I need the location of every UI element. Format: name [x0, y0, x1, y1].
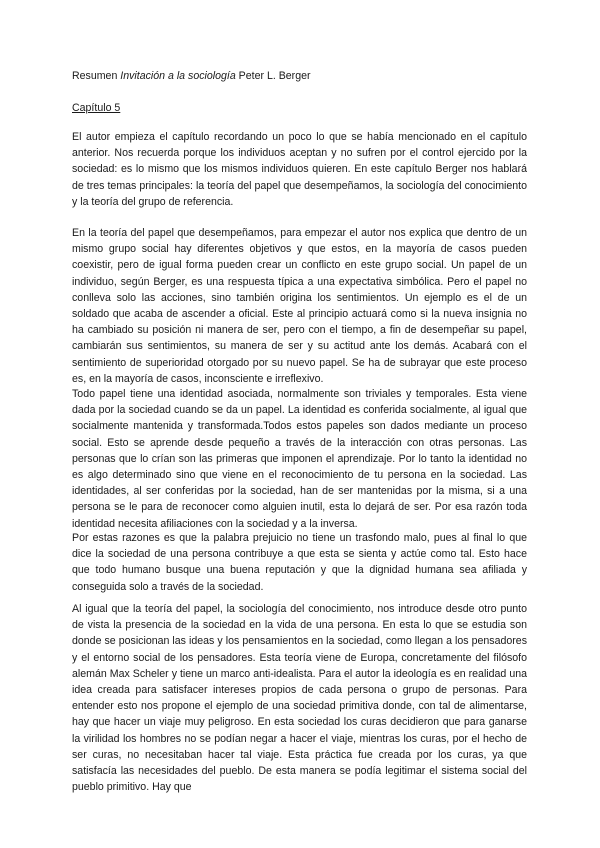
title-author: Peter L. Berger — [235, 70, 311, 82]
title-prefix: Resumen — [72, 70, 121, 82]
chapter-heading: Capítulo 5 — [72, 102, 121, 114]
paragraph-sociology-of-knowledge: Al igual que la teoría del papel, la sociología del conocimiento, nos introduce desde otro punto de vista la presencia de la sociedad en la vida de una persona. En esta lo que se estudia son donde se posicionan las ideas y los pensamientos en la sociedad, como llegan a los pensadores y el entorno social de los pensadores. Esta teoría viene de Europa, concretamente del filósofo alemán Max Scheler y tiene un marco anti-idealista. Para el autor la ideología es en realidad una idea creada para satisfacer intereses propios de cada persona o grupo de personas. Para entender esto nos propone el ejemplo de una sociedad primitiva donde, con tal de alimentarse, hay que hacer un viaje muy peligroso. En esta sociedad los curas decidieron que para ganarse la virilidad los hombres no se podían negar a hacer el viaje, mientras los curas, por el hecho de ser curas, no necesitaban hacer tal viaje. Esta práctica fue creada por los curas, ya que satisfacía las necesidades del pueblo. De esta manera se podía legitimar el sistema social del pueblo primitivo. Hay que — [72, 603, 527, 794]
document-title — [72, 68, 527, 84]
paragraph-identity: Todo papel tiene una identidad asociada, normalmente son triviales y temporales. Esta viene dada por la sociedad cuando se da un papel. La identidad es conferida socialmente, al igual que socialmente mantenida y transformada.Todos estos papeles son dados mediante un proceso social. Esto se aprende desde pequeño a través de la interacción con otras personas. Las personas que lo crían son las primeras que imponen el aprendizaje. Por lo tanto la identidad no es algo determinado sino que viene en el reconocimiento de tu persona en la sociedad. Las identidades, al ser conferidas por la sociedad, han de ser mantenidas por la misma, si a una persona se le para de reconocer como alguien inutil, esta lo dejará de ser. Por esa razón toda identidad necesita afiliaciones con la sociedad y a la inversa. — [72, 388, 527, 530]
paragraph-intro: El autor empieza el capítulo recordando un poco lo que se había mencionado en el capítulo anterior. Nos recuerda porque los individuos aceptan y no sufren por el control ejercido por la sociedad: es lo mismo que los mismos individuos quieren. En este capítulo Berger nos hablará de tres temas principales: la teoría del papel que desempeñamos, la sociología del conocimiento y la teoría del grupo de referencia. — [72, 131, 527, 208]
paragraph-prejudice: Por estas razones es que la palabra prejuicio no tiene un trasfondo malo, pues al final lo que dice la sociedad de una persona contribuye a que esta se sienta y actúe como tal. Esto hace que todo humano busque una buena reputación y que la dignidad humana sea afiliada y conseguida solo a través de la sociedad. — [72, 532, 527, 593]
book-title: Invitación a la sociología — [120, 70, 236, 82]
paragraph-role-theory: En la teoría del papel que desempeñamos, para empezar el autor nos explica que dentro de un mismo grupo social hay diferentes objetivos y que estos, en la mayoría de casos pueden coexistir, pero de igual forma pueden crear un conflicto en este grupo social. Un papel de un individuo, según Berger, es una respuesta típica a una expectativa simbólica. Pero el papel no conlleva solo las acciones, sino también origina los sentimientos. Un ejemplo es el de un soldado que acaba de ascender a oficial. Este al principio actuará como si la nueva insignia no ha cambiado su posición ni manera de ser, pero con el tiempo, a fin de desempeñar su papel, cambiarán sus sentimientos, su manera de ser y su actitud ante los demás. Acabará con el sentimiento de superioridad otorgado por su nuevo papel. Se ha de subrayar que este proceso es, en la mayoría de casos, inconsciente e irreflexivo. — [72, 227, 527, 385]
